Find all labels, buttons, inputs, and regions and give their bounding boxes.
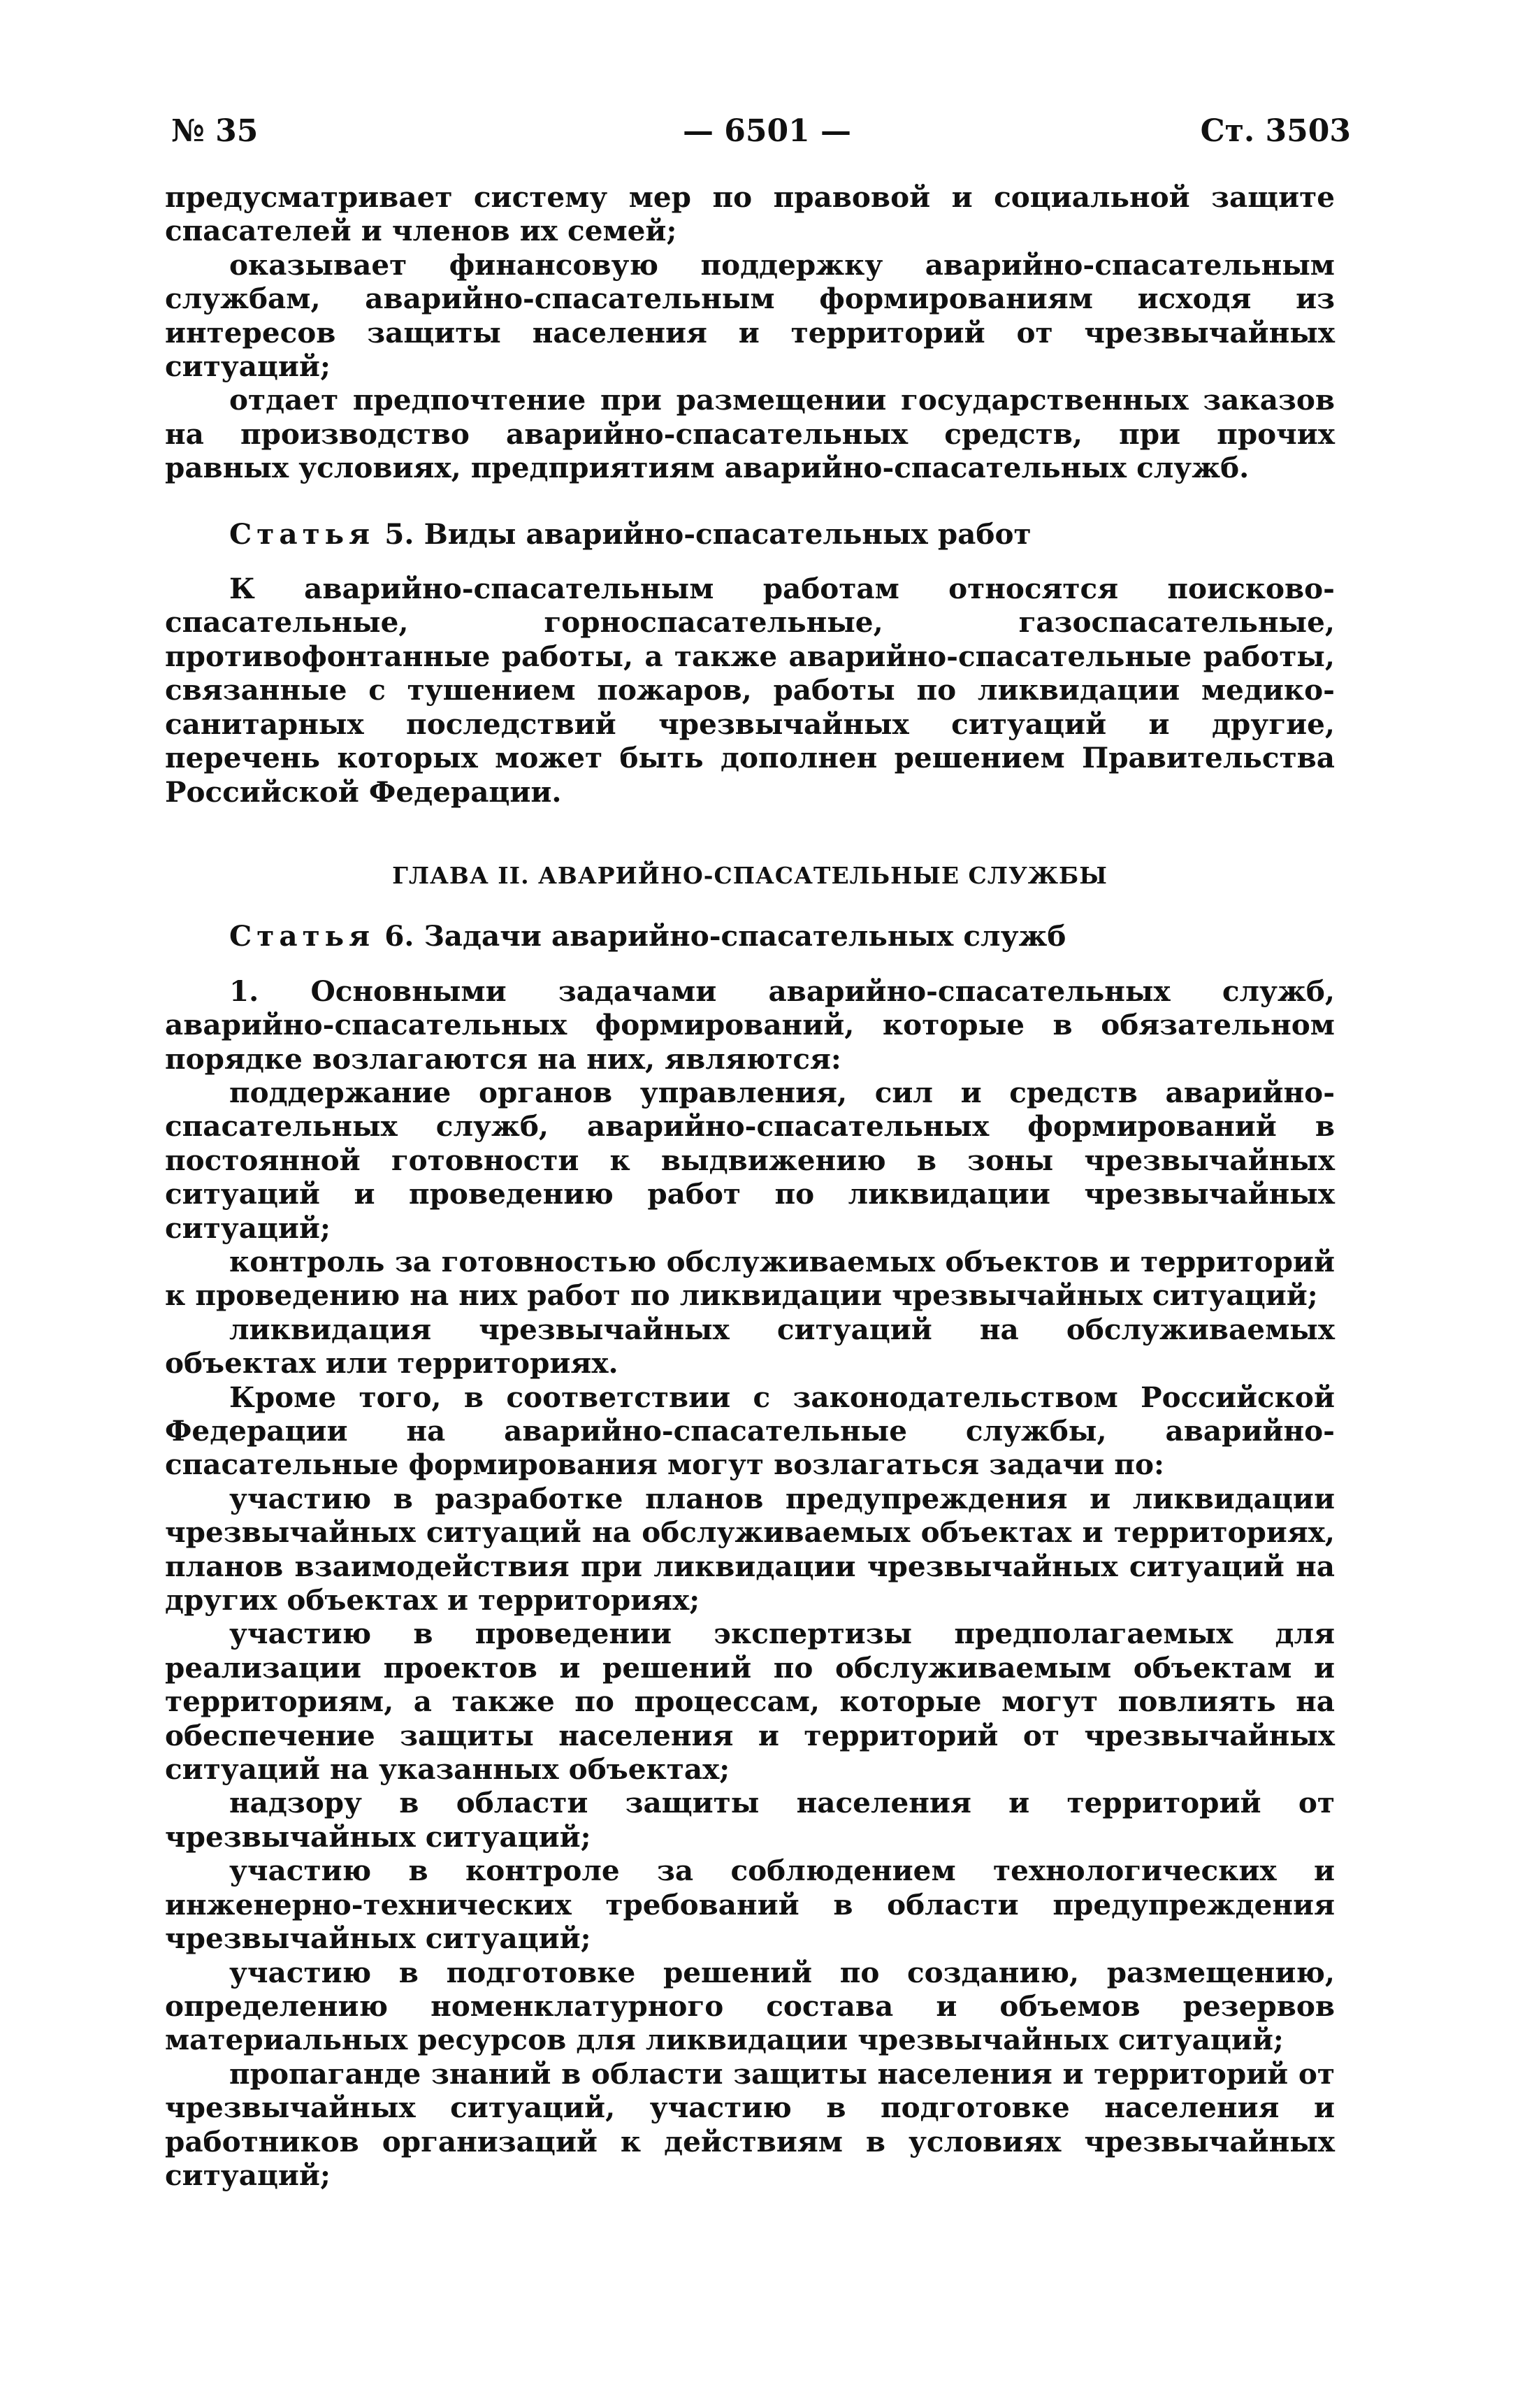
paragraph: отдает предпочтение при размещении государственных заказов на производство аварийно-спасательных средств, при прочих равных условиях, предприятиям аварийно-спасательных служб.	[165, 383, 1335, 485]
article-number: 5.	[384, 517, 414, 551]
paragraph: участию в проведении экспертизы предполагаемых для реализации проектов и решений по обслуживаемым объектам и территориям, а также по процессам, которые могут повлиять на обеспечение защиты населения и территорий от чрезвычайных ситуаций на указанных объектах;	[165, 1617, 1335, 1787]
article-word: Статья	[229, 919, 375, 953]
paragraph: 1. Основными задачами аварийно-спасательных служб, аварийно-спасательных формирований, которые в обязательном порядке возлагаются на них, являются:	[165, 974, 1335, 1076]
paragraph: контроль за готовностью обслуживаемых объектов и территорий к проведению на них работ по ликвидации чрезвычайных ситуаций;	[165, 1244, 1335, 1313]
issue-number: № 35	[171, 113, 259, 149]
document-body	[165, 180, 1335, 2192]
page-header	[0, 110, 1534, 152]
paragraph: оказывает финансовую поддержку аварийно-спасательным службам, аварийно-спасательным формированиям исходя из интересов защиты населения и территорий от чрезвычайных ситуаций;	[165, 247, 1335, 384]
chapter-heading: ГЛАВА II. АВАРИЙНО-СПАСАТЕЛЬНЫЕ СЛУЖБЫ	[392, 861, 1108, 889]
paragraph: предусматривает систему мер по правовой и социальной защите спасателей и членов их семей;	[165, 180, 1335, 248]
paragraph: поддержание органов управления, сил и средств аварийно-спасательных служб, аварийно-спасательных формирований в постоянной готовности к выдвижению в зоны чрезвычайных ситуаций и проведению работ по ликвидации чрезвычайных ситуаций;	[165, 1075, 1335, 1245]
paragraph: участию в контроле за соблюдением технологических и инженерно-технических требований в области предупреждения чрезвычайных ситуаций;	[165, 1854, 1335, 1956]
paragraph: К аварийно-спасательным работам относятся поисково-спасательные, горноспасательные, газоспасательные, противофонтанные работы, а также аварийно-спасательные работы, связанные с тушением пожаров, работы по ликвидации медико-санитарных последствий чрезвычайных ситуаций и другие, перечень которых может быть дополнен решением Правительства Российской Федерации.	[165, 572, 1335, 809]
article-6-heading	[165, 919, 1335, 953]
article-5-heading	[165, 517, 1335, 551]
paragraph: пропаганде знаний в области защиты населения и территорий от чрезвычайных ситуаций, участию в подготовке населения и работников организаций к действиям в условиях чрезвычайных ситуаций;	[165, 2056, 1335, 2192]
paragraph: ликвидация чрезвычайных ситуаций на обслуживаемых объектах или территориях.	[165, 1312, 1335, 1380]
article-title: Виды аварийно-спасательных работ	[424, 517, 1032, 551]
article-word: Статья	[229, 517, 375, 551]
article-title: Задачи аварийно-спасательных служб	[424, 919, 1066, 953]
paragraph: участию в разработке планов предупреждения и ликвидации чрезвычайных ситуаций на обслуживаемых объектах и территориях, планов взаимодействия при ликвидации чрезвычайных ситуаций на других объектах и территориях;	[165, 1481, 1335, 1617]
page-number: — 6501 —	[682, 113, 852, 149]
article-reference: Ст. 3503	[1200, 113, 1351, 149]
article-number: 6.	[384, 919, 414, 953]
paragraph: Кроме того, в соответствии с законодательством Российской Федерации на аварийно-спасательные службы, аварийно-спасательные формирования могут возлагаться задачи по:	[165, 1380, 1335, 1482]
paragraph: надзору в области защиты населения и территорий от чрезвычайных ситуаций;	[165, 1786, 1335, 1854]
paragraph: участию в подготовке решений по созданию, размещению, определению номенклатурного состава и объемов резервов материальных ресурсов для ликвидации чрезвычайных ситуаций;	[165, 1955, 1335, 2057]
